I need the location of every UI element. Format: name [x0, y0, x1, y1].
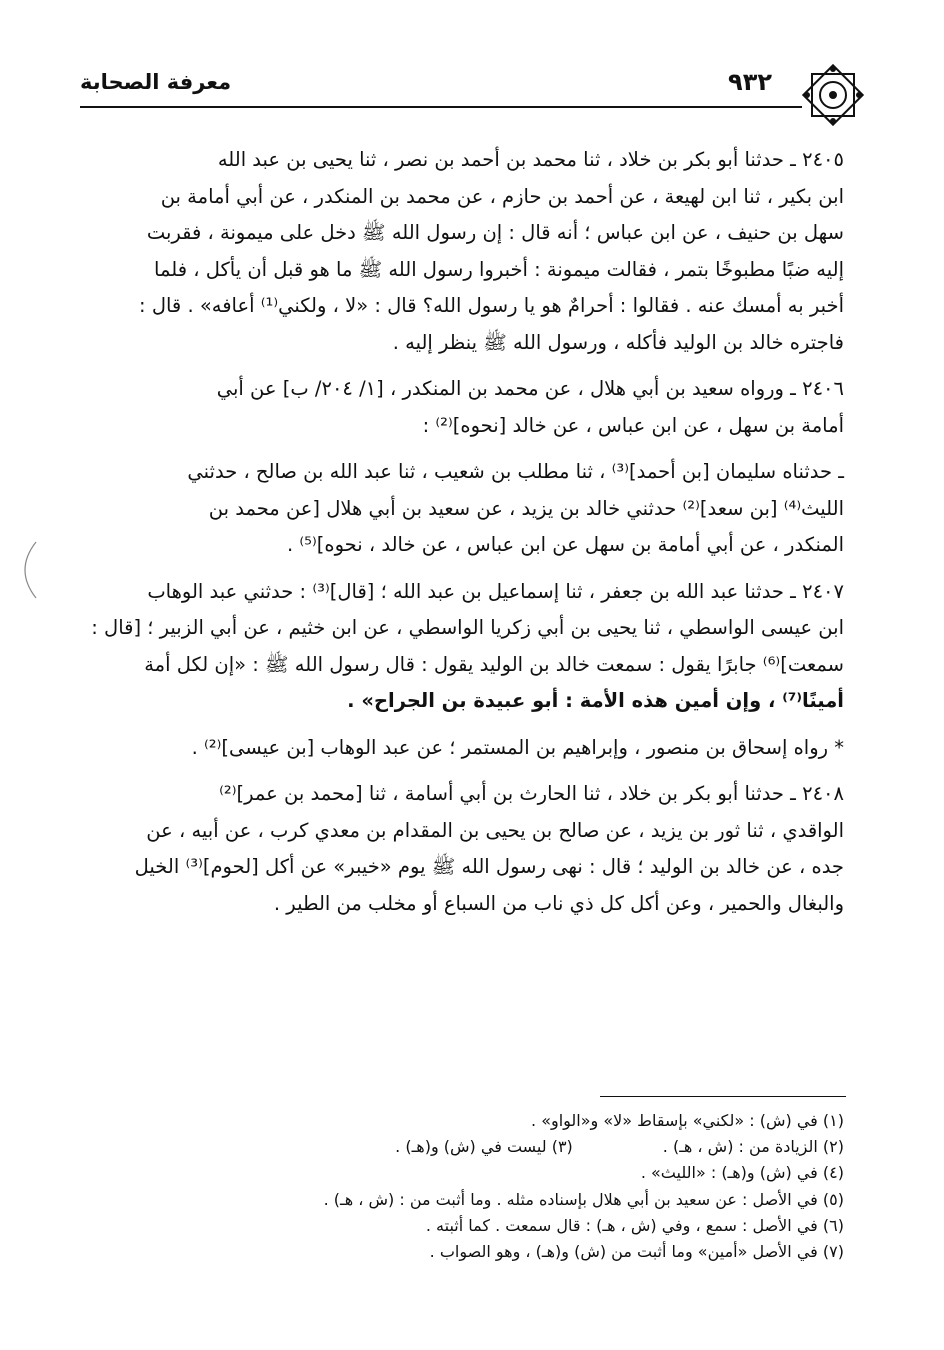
- text-line: الليث⁽⁴⁾ [بن سعد]⁽²⁾ حدثني خالد بن يزيد ، عن سعيد بن أبي هلال [عن محمد بن: [208, 496, 844, 520]
- footnote-1: (١) في (ش) : «لكني» بإسقاط «لا» و«الواو» .: [531, 1111, 844, 1130]
- footnote-4: (٤) في (ش) و(هـ) : «الليث» .: [640, 1163, 844, 1183]
- hadith-2407: [80, 574, 844, 720]
- text-line: والبغال والحمير ، وعن أكل كل ذي ناب من السباع أو مخلب من الطير .: [273, 891, 844, 915]
- text-line: * رواه إسحاق بن منصور ، وإبراهيم بن المستمر ؛ عن عبد الوهاب [بن عيسى]⁽²⁾ .: [191, 735, 844, 759]
- text-line: إليه ضبًا مطبوخًا بتمر ، فقالت ميمونة : أخبروا رسول الله ﷺ ما هو قبل أن يأكل ، فلما: [154, 257, 844, 281]
- hadith-2406: [80, 371, 844, 444]
- text-line: ـ حدثناه سليمان [بن أحمد]⁽³⁾ ، ثنا مطلب بن شعيب ، ثنا عبد الله بن صالح ، حدثني: [187, 460, 844, 483]
- text-line: الواقدي ، ثنا ثور بن يزيد ، عن صالح بن يحيى بن المقدام بن معدي كرب ، عن أبيه ، عن: [146, 818, 844, 842]
- page-header: [72, 60, 872, 120]
- hadith-2406-chain: [80, 454, 844, 564]
- text-line: ٢٤٠٧ ـ حدثنا عبد الله بن جعفر ، ثنا إسماعيل بن عبد الله ؛ [قال]⁽³⁾ : حدثني عبد الوهاب: [147, 579, 844, 603]
- footnotes: [80, 1108, 844, 1265]
- hadith-2405: [80, 142, 844, 361]
- text-line: سمعت]⁽⁶⁾ جابرًا يقول : سمعت خالد بن الوليد يقول : قال رسول الله ﷺ : «إن لكل أمة: [144, 652, 844, 676]
- octagram-ornament-icon: [798, 60, 868, 130]
- footnote-5: (٥) في الأصل : عن سعيد بن أبي هلال بإسناده مثله . وما أثبت من : (ش ، هـ) .: [323, 1189, 844, 1209]
- page-number: ٩٣٢: [728, 68, 772, 96]
- main-text: [80, 142, 844, 932]
- text-line: ابن عيسى الواسطي ، ثنا يحيى بن أبي زكريا الواسطي ، عن ابن خثيم ، عن أبي الزبير ؛ [قال :: [91, 616, 844, 639]
- text-line: جده ، عن خالد بن الوليد ؛ قال : نهى رسول الله ﷺ يوم «خيبر» عن أكل [لحوم]⁽³⁾ الخيل: [134, 855, 844, 878]
- footnote-2: (٢) الزيادة من : (ش ، هـ) .: [662, 1137, 844, 1157]
- footnote-7: (٧) في الأصل «أمين» وما أثبت من (ش) و(هـ) ، وهو الصواب .: [429, 1242, 844, 1262]
- text-line: أمامة بن سهل ، عن ابن عباس ، عن خالد [نحوه]⁽²⁾ :: [422, 413, 844, 437]
- text-line: ٢٤٠٨ ـ حدثنا أبو بكر بن خلاد ، ثنا الحارث بن أبي أسامة ، ثنا [محمد بن عمر]⁽²⁾: [219, 782, 844, 805]
- text-line: ٢٤٠٥ ـ حدثنا أبو بكر بن خلاد ، ثنا محمد بن أحمد بن نصر ، ثنا يحيى بن عبد الله: [217, 148, 844, 171]
- margin-bracket-icon: [10, 540, 40, 600]
- text-line: ٢٤٠٦ ـ ورواه سعيد بن أبي هلال ، عن محمد بن المنكدر ، [١/ ٢٠٤/ ب] عن أبي: [216, 377, 844, 400]
- text-line: أمينًا⁽⁷⁾ ، وإن أمين هذه الأمة : أبو عبيدة بن الجراح» .: [347, 689, 844, 712]
- hadith-2408: [80, 776, 844, 922]
- footnote-6: (٦) في الأصل : سمع ، وفي (ش ، هـ) : قال سمعت . كما أثبته .: [425, 1215, 844, 1235]
- footnote-2-3: [80, 1134, 844, 1160]
- text-line: المنكدر ، عن أبي أمامة بن سهل عن ابن عباس ، عن خالد ، نحوه]⁽⁵⁾ .: [286, 533, 844, 556]
- book-title: معرفة الصحابة: [80, 70, 232, 94]
- header-rule: [80, 106, 802, 108]
- text-line: أخبر به أمسك عنه . فقالوا : أحرامٌ هو يا رسول الله؟ قال : «لا ، ولكني⁽¹⁾ أعافه» . قال :: [139, 294, 844, 317]
- narration-note: [80, 730, 844, 767]
- text-line: سهل بن حنيف ، عن ابن عباس ؛ أنه قال : إن رسول الله ﷺ دخل على ميمونة ، فقربت: [146, 221, 844, 244]
- footnote-rule: [600, 1096, 846, 1097]
- text-line: ابن بكير ، ثنا ابن لهيعة ، عن أحمد بن حازم ، عن محمد بن المنكدر ، عن أبي أمامة بن: [160, 184, 844, 208]
- footnote-3: (٣) ليست في (ش) و(هـ) .: [395, 1137, 573, 1157]
- text-line: فاجتره خالد بن الوليد فأكله ، ورسول الله ﷺ ينظر إليه .: [392, 330, 844, 354]
